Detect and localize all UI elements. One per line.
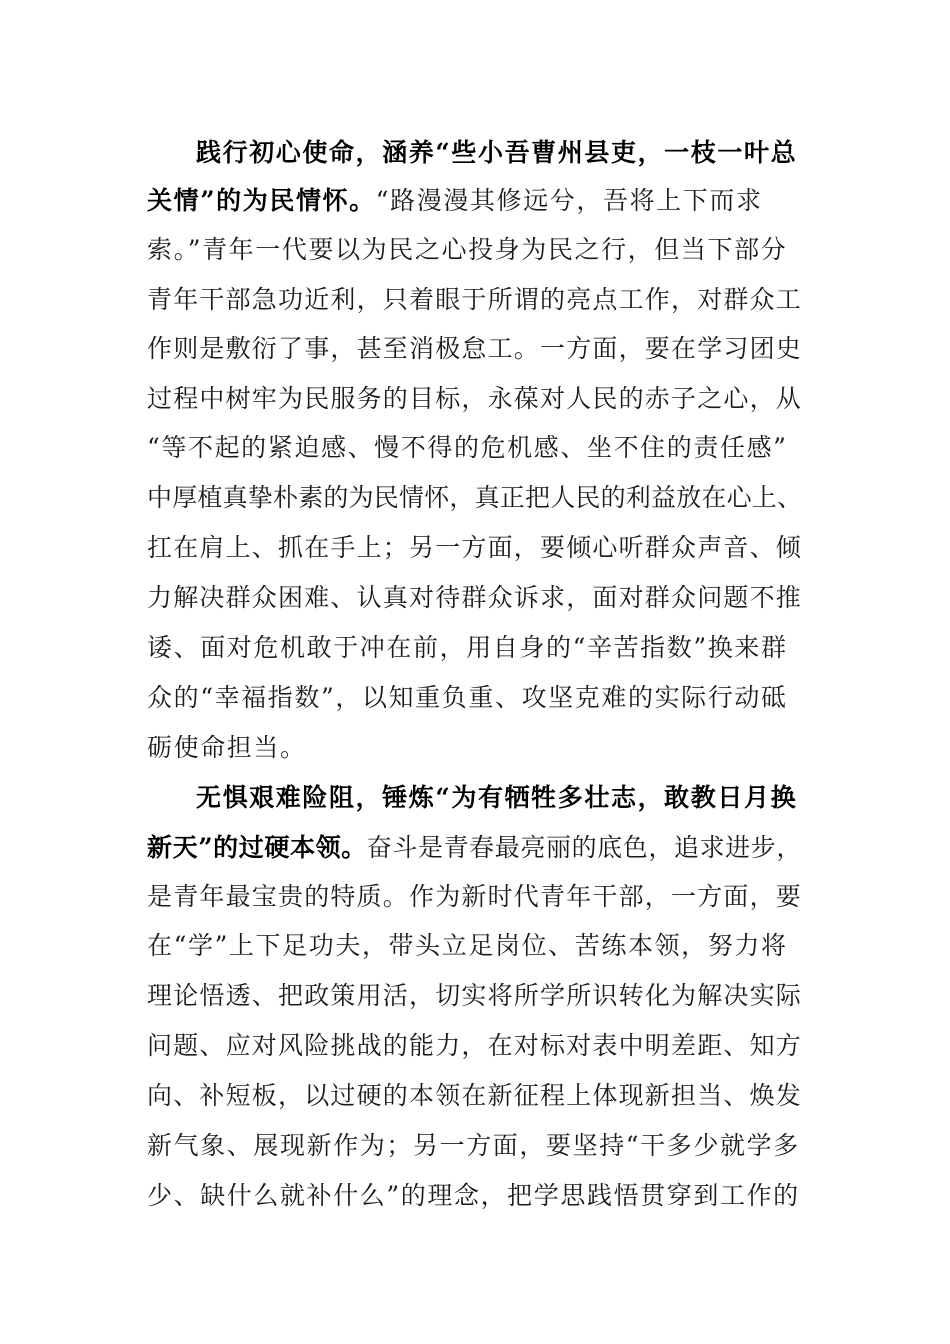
paragraph-1-line-7 xyxy=(147,423,788,473)
paragraph-1-line-1 xyxy=(196,128,797,178)
heading-text: 新天”的过硬本领。 xyxy=(147,833,367,862)
body-text: 少、缺什么就补什么”的理念，把学思践悟贯穿到工作的 xyxy=(147,1181,800,1210)
body-text: 过程中树牢为民服务的目标，永葆对人民的赤子之心，从 xyxy=(147,384,803,413)
paragraph-1-line-2 xyxy=(147,176,763,226)
paragraph-1-line-13 xyxy=(147,723,307,773)
body-text: 砺使命担当。 xyxy=(147,733,307,762)
body-text: 众的“幸福指数”，以知重负重、攻坚克难的实际行动砥 xyxy=(147,683,788,712)
body-text: 新气象、展现新作为；另一方面，要坚持“干多少就学多 xyxy=(147,1131,800,1160)
paragraph-1-line-11 xyxy=(147,623,788,673)
body-text: 索。”青年一代要以为民之心投身为民之行，但当下部分 xyxy=(147,235,788,264)
paragraph-1-line-3 xyxy=(147,225,787,275)
body-text: 诿、面对危机敢于冲在前，用自身的“辛苦指数”换来群 xyxy=(147,633,788,662)
body-text: 中厚植真挚朴素的为民情怀，真正把人民的利益放在心上、 xyxy=(147,483,803,512)
paragraph-1-line-5 xyxy=(147,324,802,374)
body-text: 奋斗是青春最亮丽的底色，追求进步， xyxy=(366,833,802,862)
heading-text: 践行初心使命，涵养“些小吾曹州县吏，一枝一叶总 xyxy=(196,138,798,167)
body-text: 向、补短板，以过硬的本领在新征程上体现新担当、焕发 xyxy=(147,1081,803,1110)
paragraph-2-line-2 xyxy=(147,823,802,873)
paragraph-2-line-5 xyxy=(147,971,802,1021)
body-text: “等不起的紧迫感、慢不得的危机感、坐不住的责任感” xyxy=(147,433,788,462)
paragraph-2-line-4 xyxy=(147,921,788,971)
paragraph-2-line-3 xyxy=(147,872,802,922)
heading-text: 无惧艰难险阻，锤炼“为有牺牲多壮志，敢教日月换 xyxy=(196,783,798,812)
paragraph-2-line-7 xyxy=(147,1071,802,1121)
paragraph-1-line-4 xyxy=(147,275,802,325)
paragraph-1-line-12 xyxy=(147,673,788,723)
body-text: 问题、应对风险挑战的能力，在对标对表中明差距、知方 xyxy=(147,1031,803,1060)
body-text: 理论悟透、把政策用活，切实将所学所识转化为解决实际 xyxy=(147,981,803,1010)
heading-text: 关情”的为民情怀。 xyxy=(147,186,376,215)
body-text: 力解决群众困难、认真对待群众诉求，面对群众问题不推 xyxy=(147,583,803,612)
body-text: 青年干部急功近利，只着眼于所谓的亮点工作，对群众工 xyxy=(147,285,803,314)
body-text: 作则是敷衍了事，甚至消极怠工。一方面，要在学习团史 xyxy=(147,334,803,363)
body-text: 扛在肩上、抓在手上；另一方面，要倾心听群众声音、倾 xyxy=(147,533,803,562)
paragraph-2-line-8 xyxy=(147,1121,800,1171)
paragraph-1-line-9 xyxy=(147,523,802,573)
paragraph-2-line-1 xyxy=(196,773,797,823)
paragraph-1-line-6 xyxy=(147,374,802,424)
paragraph-2-line-6 xyxy=(147,1021,802,1071)
body-text: 在“学”上下足功夫，带头立足岗位、苦练本领，努力将 xyxy=(147,931,788,960)
paragraph-2-line-9 xyxy=(147,1171,800,1221)
paragraph-1-line-8 xyxy=(147,473,802,523)
body-text: “路漫漫其修远兮，吾将上下而求 xyxy=(375,186,763,215)
paragraph-1-line-10 xyxy=(147,573,802,623)
body-text: 是青年最宝贵的特质。作为新时代青年干部，一方面，要 xyxy=(147,882,803,911)
